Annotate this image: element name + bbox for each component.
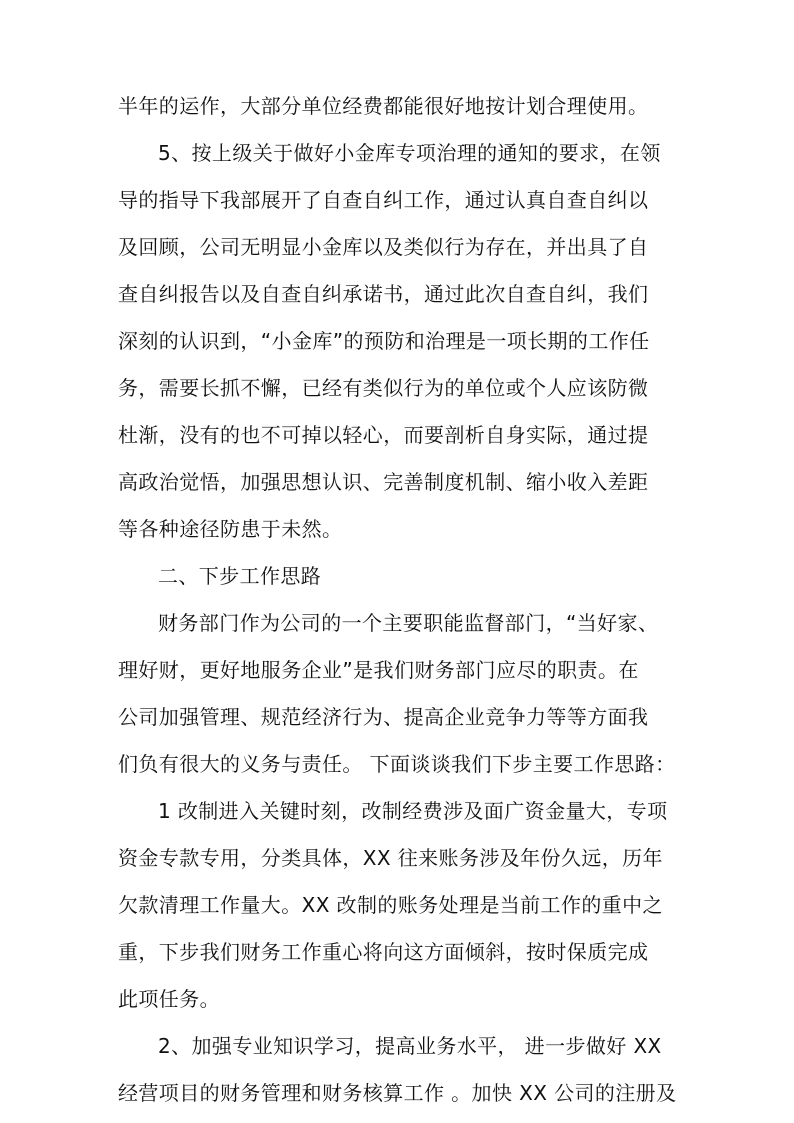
text-line: 欠款清理工作量大。XX 改制的账务处理是当前工作的重中之: [118, 893, 663, 917]
text-line: 高政治觉悟，加强思想认识、完善制度机制、缩小收入差距: [118, 470, 649, 494]
text-line: 此项任务。: [118, 987, 220, 1011]
text-line: 等各种途径防患于未然。: [118, 517, 343, 541]
text-line: 半年的运作，大部分单位经费都能很好地按计划合理使用。: [118, 94, 649, 118]
text-line: 重，下步我们财务工作重心将向这方面倾斜，按时保质完成: [118, 940, 649, 964]
text-line: 们负有很大的义务与责任。 下面谈谈我们下步主要工作思路：: [118, 752, 676, 776]
text-line: 理好财，更好地服务企业”是我们财务部门应尽的职责。在: [118, 658, 639, 682]
text-line: 经营项目的财务管理和财务核算工作 。加快 XX 公司的注册及: [118, 1081, 677, 1105]
text-line: 5、按上级关于做好小金库专项治理的通知的要求，在领: [158, 141, 661, 165]
text-line: 导的指导下我部展开了自查自纠工作，通过认真自查自纠以: [118, 188, 649, 212]
text-line: 查自纠报告以及自查自纠承诺书，通过此次自查自纠，我们: [118, 282, 649, 306]
text-line: 务，需要长抓不懈，已经有类似行为的单位或个人应该防微: [118, 376, 649, 400]
text-line: 及回顾，公司无明显小金库以及类似行为存在，并出具了自: [118, 235, 649, 259]
section-heading: 二、下步工作思路: [158, 564, 322, 588]
text-line: 深刻的认识到，“小金库”的预防和治理是一项长期的工作任: [118, 329, 650, 353]
text-line: 财务部门作为公司的一个主要职能监督部门，“当好家、: [158, 611, 659, 635]
text-line: 2、加强专业知识学习，提高业务水平， 进一步做好 XX: [158, 1034, 662, 1058]
text-line: 资金专款专用，分类具体，XX 往来账务涉及年份久远，历年: [118, 846, 663, 870]
text-line: 1 改制进入关键时刻，改制经费涉及面广资金量大，专项: [158, 799, 668, 823]
text-line: 杜渐，没有的也不可掉以轻心，而要剖析自身实际，通过提: [118, 423, 649, 447]
text-line: 公司加强管理、规范经济行为、提高企业竞争力等等方面我: [118, 705, 649, 729]
